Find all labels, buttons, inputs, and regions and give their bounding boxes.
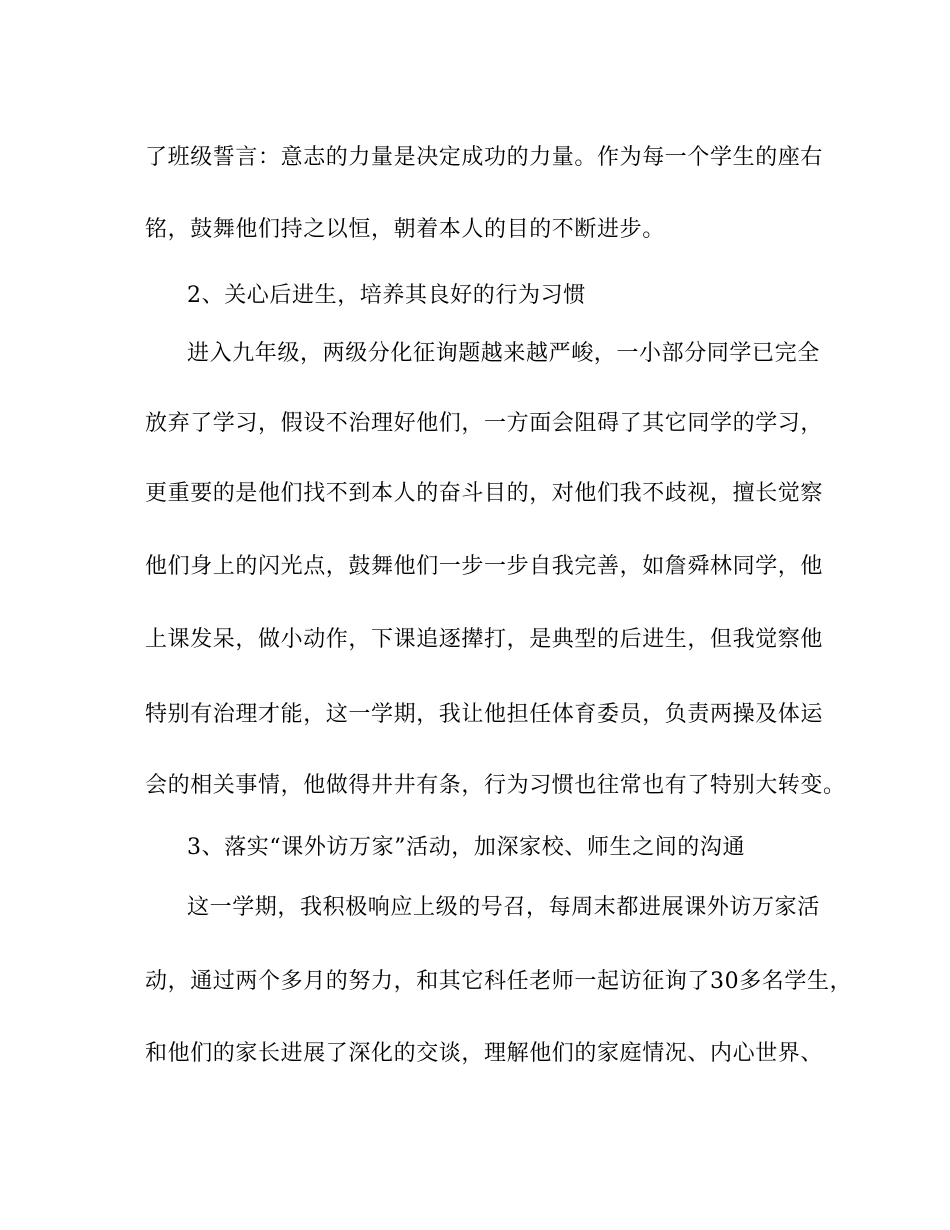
paragraph-line: 和他们的家长进展了深化的交谈，理解他们的家庭情况、内心世界、 bbox=[145, 1041, 824, 1066]
paragraph-line: 特别有治理才能，这一学期，我让他担任体育委员，负责两操及体运 bbox=[145, 702, 824, 727]
paragraph-line: 动，通过两个多月的努力，和其它科任老师一起访征询了30多名学生， bbox=[145, 969, 853, 994]
paragraph-line: 了班级誓言：意志的力量是决定成功的力量。作为每一个学生的座右 bbox=[145, 145, 824, 170]
paragraph-line: 更重要的是他们找不到本人的奋斗目的，对他们我不歧视，擅长觉察 bbox=[145, 481, 824, 506]
paragraph-line: 会的相关事情，他做得井井有条，行为习惯也往常也有了特别大转变。 bbox=[145, 773, 846, 798]
paragraph-line: 进入九年级，两级分化征询题越来越严峻，一小部分同学已完全 bbox=[187, 341, 820, 366]
paragraph-line: 上课发呆，做小动作，下课追逐撵打，是典型的后进生，但我觉察他 bbox=[145, 627, 824, 652]
section-heading: 3、落实“课外访万家”活动，加深家校、师生之间的沟通 bbox=[187, 835, 746, 860]
section-heading: 2、关心后进生，培养其良好的行为习惯 bbox=[187, 283, 586, 308]
paragraph-line: 这一学期，我积极响应上级的号召，每周末都进展课外访万家活 bbox=[187, 895, 820, 920]
paragraph-line: 他们身上的闪光点，鼓舞他们一步一步自我完善，如詹舜林同学，他 bbox=[145, 554, 824, 579]
paragraph-line: 铭，鼓舞他们持之以恒，朝着本人的目的不断进步。 bbox=[145, 217, 665, 242]
paragraph-line: 放弃了学习，假设不治理好他们，一方面会阻碍了其它同学的学习， bbox=[145, 411, 824, 436]
